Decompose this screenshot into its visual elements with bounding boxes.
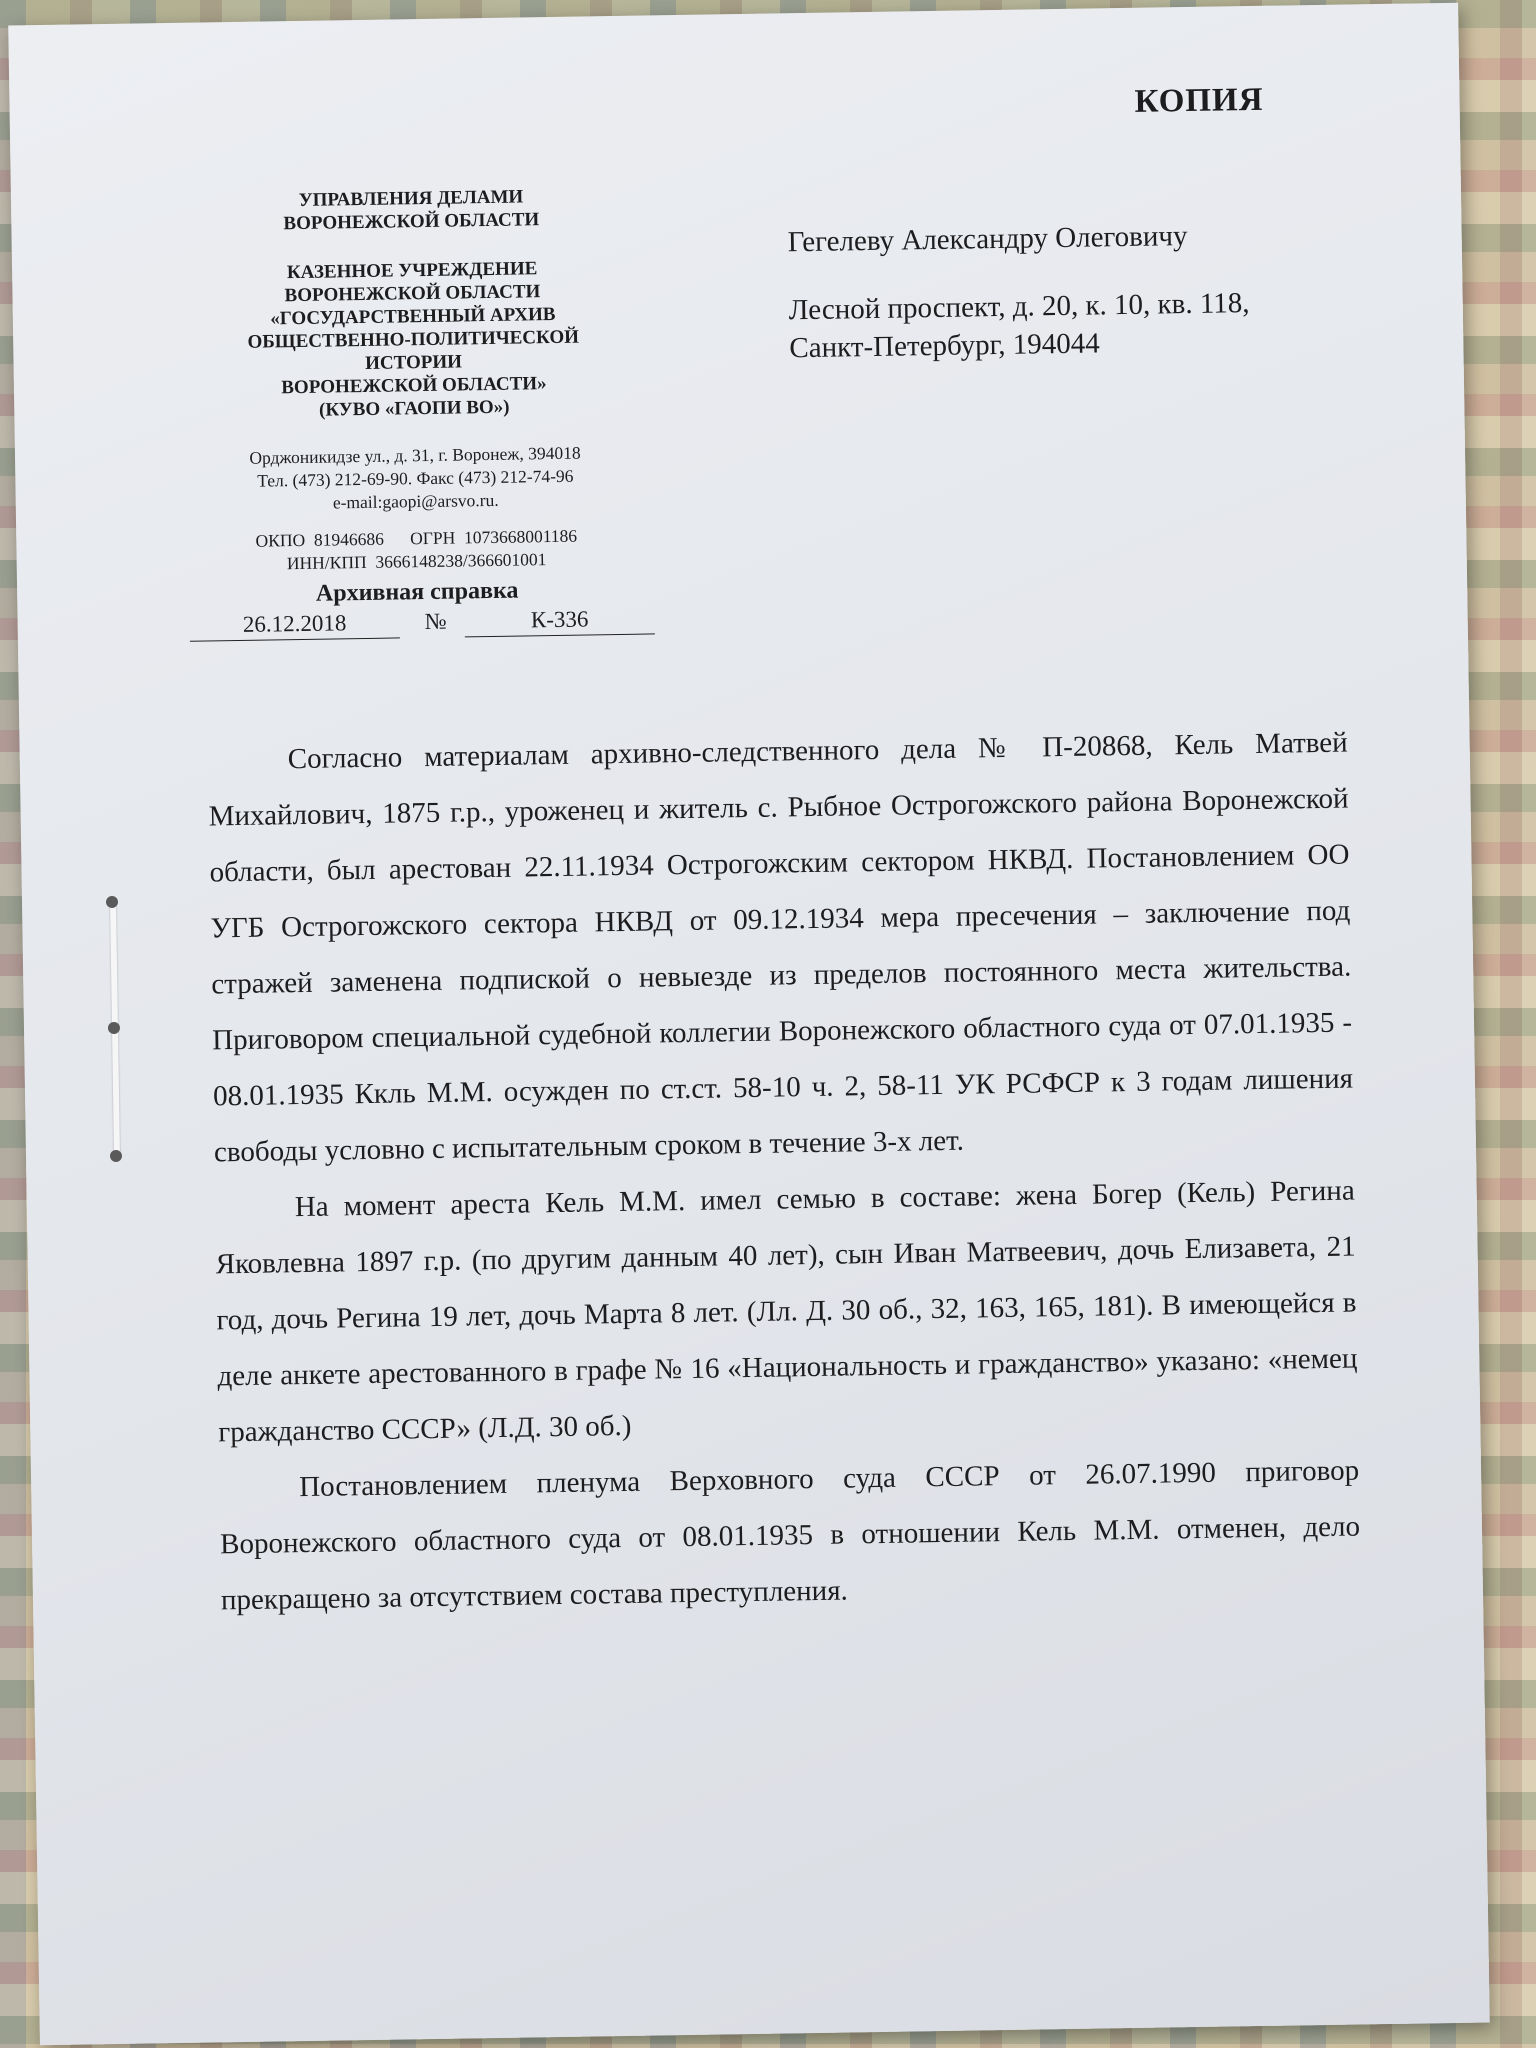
letterhead-department — [181, 184, 642, 237]
letterhead-line: КАЗЕННОЕ УЧРЕЖДЕНИЕ — [286, 258, 538, 284]
copy-stamp: КОПИЯ — [1134, 81, 1264, 120]
contact-email: e-mail:gaopi@arsvo.ru. — [332, 489, 499, 513]
body-paragraph: Постановлением пленума Верховного суда СССР от 26.07.1990 приговор Воронежского областного суда от 08.01.1935 в отношении Кель М.М. отменен, дело прекращено за отсутствием состава преступления. — [219, 1454, 1361, 1617]
letterhead-line: ВОРОНЕЖСКОЙ ОБЛАСТИ — [283, 209, 540, 235]
body-paragraph: Согласно материалам архивно-следственного дела № П-20868, Кель Матвей Михайлович, 1875 г.р., уроженец и житель с. Рыбное Острогожского района Воронежской области, был арестован 22.11.1934 Острогожским сектором НКВД. Постановлением ОО УГБ Острогожского сектора НКВД от 09.12.1934 мера пресечения – заключение под стражей заменена подпиской о невыезде из пределов постоянного места жительства. Приговором специальной судебной коллегии Воронежского областного суда от 07.01.1935 - 08.01.1935 Ккль М.М. осужден по ст.ст. 58-10 ч. 2, 58-11 УК РСФСР к 3 годам лишения свободы условно с испытательным сроком в течение 3-х лет. — [208, 726, 1354, 1169]
binding-hole — [110, 1150, 122, 1162]
letterhead-codes — [186, 524, 647, 577]
letterhead-line: «ГОСУДАРСТВЕННЫЙ АРХИВ — [270, 303, 556, 330]
binding-hole — [106, 896, 118, 908]
addressee-address-line: Санкт-Петербург, 194044 — [789, 327, 1101, 365]
body-paragraph: На момент ареста Кель М.М. имел семью в составе: жена Богер (Кель) Регина Яковлевна 1897 г.р. (по другим данным 40 лет), сын Иван Матвеевич, дочь Елизавета, 21 год, дочь Регина 19 лет, дочь Марта 8 лет. (Лл. Д. 30 об., 32, 163, 165, 181). В имеющейся в деле анкете арестованного в графе № 16 «Национальность и гражданство» указано: «немец гражданство СССР» (Л.Д. 30 об.) — [215, 1174, 1358, 1449]
code-okpo-ogrn: ОКПО 81946686 ОГРН 1073668001186 — [255, 525, 578, 551]
letterhead-institution — [182, 256, 644, 424]
reference-date: 26.12.2018 — [189, 609, 399, 641]
letterhead-line: ОБЩЕСТВЕННО-ПОЛИТИЧЕСКОЙ — [247, 326, 580, 353]
document-sheet — [8, 3, 1490, 2046]
addressee-block — [787, 216, 1250, 367]
letterhead-line: (КУВО «ГАОПИ ВО») — [318, 396, 510, 421]
addressee-name: Гегелеву Александру Олеговичу — [787, 220, 1188, 259]
binding-hole — [108, 1022, 120, 1034]
letterhead-line: ИСТОРИИ — [364, 351, 463, 374]
code-inn-kpp: ИНН/КПП 3666148238/366601001 — [286, 549, 547, 574]
reference-number-sign: № — [424, 608, 447, 635]
reference-number: К-336 — [464, 605, 654, 637]
reference-line — [189, 605, 659, 642]
letterhead-line: ВОРОНЕЖСКОЙ ОБЛАСТИ» — [281, 373, 547, 399]
addressee-address-line: Лесной проспект, д. 20, к. 10, кв. 118, — [788, 287, 1250, 327]
letterhead — [181, 184, 648, 609]
document-body — [207, 715, 1361, 1629]
letterhead-contacts — [185, 441, 646, 517]
reference-title: Архивная справка — [315, 577, 519, 607]
letterhead-line: ВОРОНЕЖСКОЙ ОБЛАСТИ — [284, 281, 541, 307]
contact-phone: Тел. (473) 212-69-90. Факс (473) 212-74-96 — [257, 465, 574, 491]
contact-address: Орджоникидзе ул., д. 31, г. Воронеж, 394018 — [249, 442, 581, 468]
letterhead-line: УПРАВЛЕНИЯ ДЕЛАМИ — [298, 186, 524, 211]
